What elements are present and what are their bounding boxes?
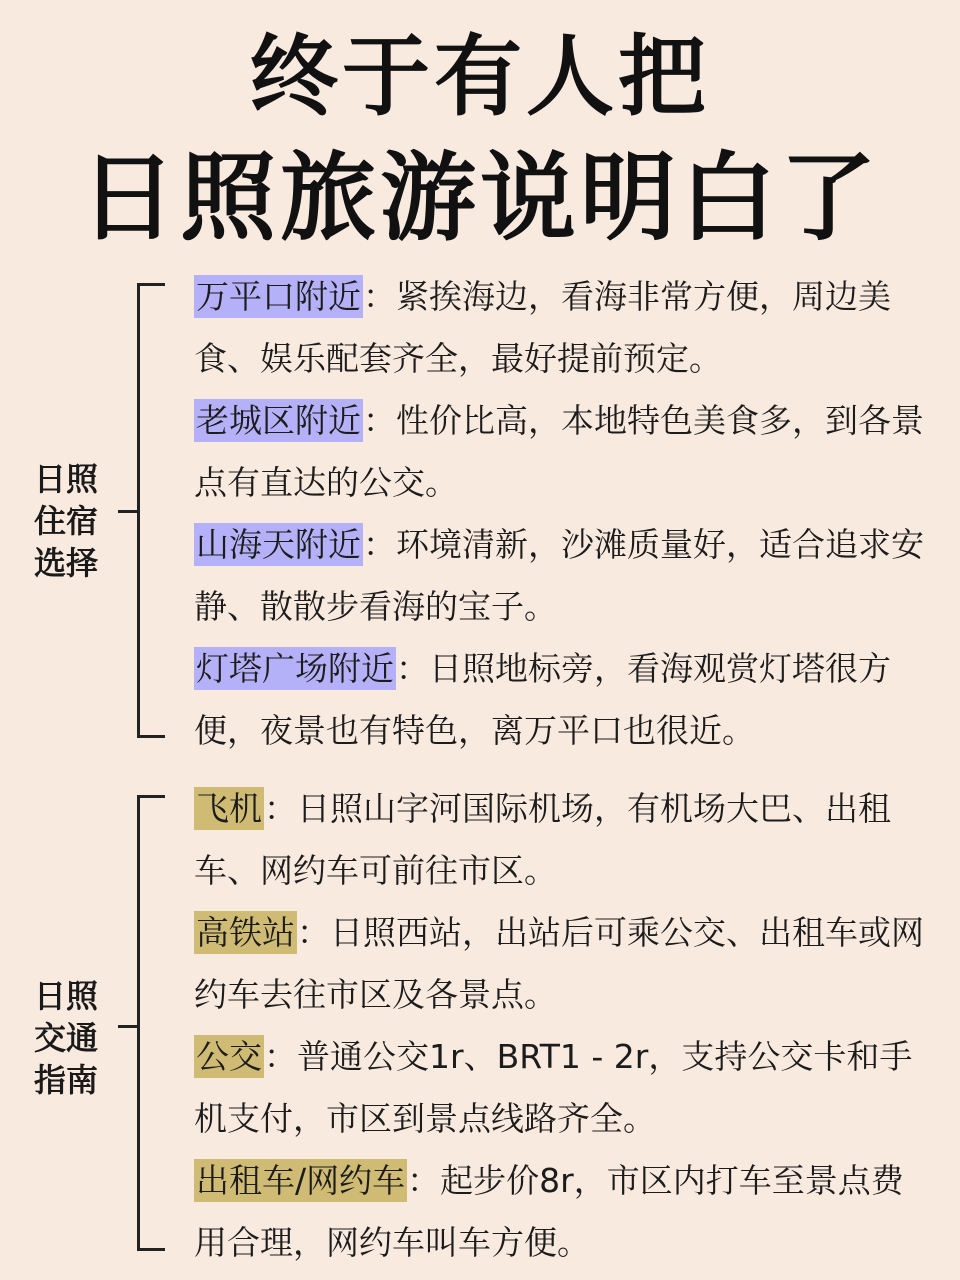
item-text: ：性价比高，本地特色美食多，到各景点有直达的公交。 [194, 401, 924, 502]
label-line: 交通 [34, 1019, 99, 1057]
accommodation-section-label [34, 458, 106, 584]
item-text: ：起步价8r，市区内打车至景点费用合理，网约车叫车方便。 [194, 1161, 904, 1262]
list-item [194, 1150, 924, 1274]
transport-bracket-tick [118, 1025, 138, 1028]
list-item [194, 1026, 924, 1150]
item-keyword: 飞机 [196, 789, 262, 828]
label-line: 住宿 [34, 502, 99, 540]
item-text: ：日照山字河国际机场，有机场大巴、出租车、网约车可前往市区。 [194, 789, 891, 890]
list-item [194, 266, 924, 390]
item-text: ：紧挨海边，看海非常方便，周边美食、娱乐配套齐全，最好提前预定。 [194, 277, 891, 378]
item-keyword: 老城区附近 [196, 401, 361, 440]
item-text: ：普通公交1r、BRT1 - 2r，支持公交卡和手机支付，市区到景点线路齐全。 [194, 1037, 913, 1138]
item-keyword: 山海天附近 [196, 525, 361, 564]
accommodation-list [194, 266, 924, 762]
transport-bracket [137, 795, 165, 1251]
item-keyword: 公交 [196, 1037, 262, 1076]
label-line: 选择 [34, 544, 99, 582]
item-text: ：日照西站，出站后可乘公交、出租车或网约车去往市区及各景点。 [194, 913, 924, 1014]
label-line: 指南 [34, 1061, 99, 1099]
page-title-line-1: 终于有人把 [249, 25, 710, 128]
item-keyword: 高铁站 [196, 913, 295, 952]
list-item [194, 514, 924, 638]
item-text: ：环境清新，沙滩质量好，适合追求安静、散散步看海的宝子。 [194, 525, 924, 626]
transport-list [194, 778, 924, 1274]
page-title-line-2: 日照旅游说明白了 [80, 142, 880, 254]
item-keyword: 万平口附近 [196, 277, 361, 316]
accommodation-bracket-tick [118, 510, 138, 513]
transport-section-label [34, 975, 106, 1101]
item-text: ：日照地标旁，看海观赏灯塔很方便，夜景也有特色，离万平口也很近。 [194, 649, 891, 750]
list-item [194, 638, 924, 762]
accommodation-bracket [137, 283, 165, 738]
item-keyword: 出租车/网约车 [196, 1161, 406, 1200]
list-item [194, 902, 924, 1026]
item-keyword: 灯塔广场附近 [196, 649, 394, 688]
label-line: 日照 [34, 460, 99, 498]
list-item [194, 778, 924, 902]
label-line: 日照 [34, 977, 99, 1015]
list-item [194, 390, 924, 514]
